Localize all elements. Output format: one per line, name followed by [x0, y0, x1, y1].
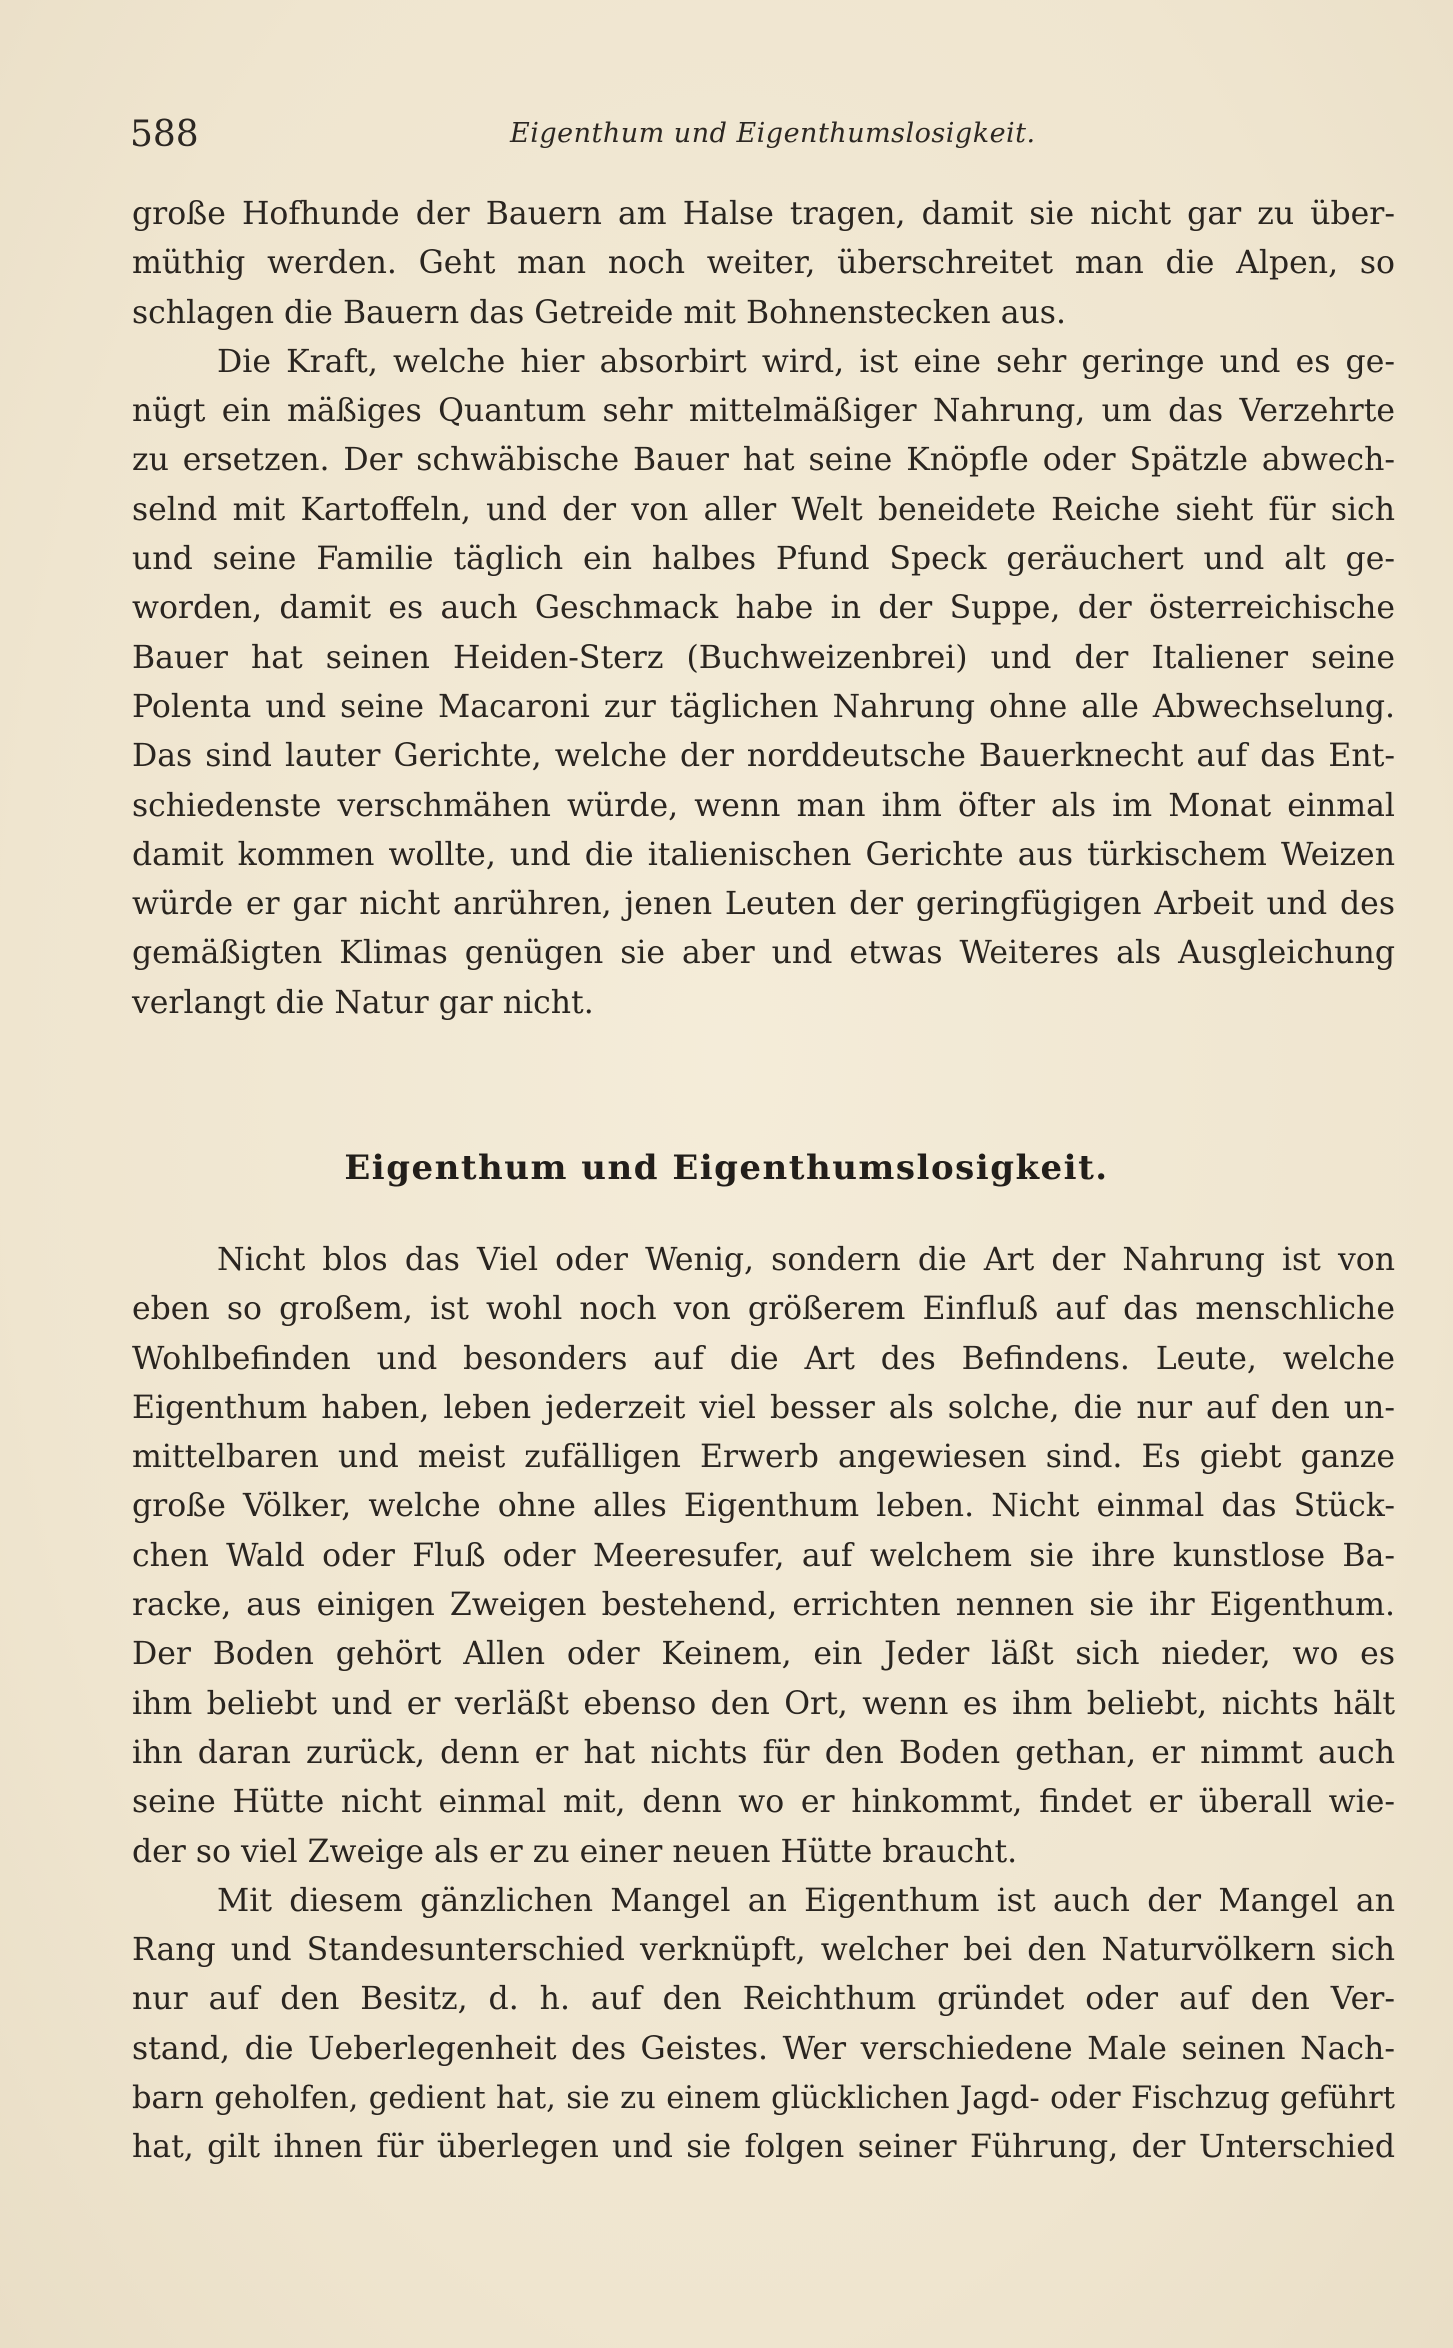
text-line: damit kommen wollte, und die italienischen Gerichte aus türkischem Weizen: [132, 836, 1395, 873]
section-title: Eigenthum und Eigenthumslosigkeit.: [344, 1148, 1109, 1188]
text-line: worden, damit es auch Geschmack habe in der Suppe, der österreichische: [132, 590, 1395, 627]
text-block-section: [132, 1236, 1395, 2173]
text-line: racke, aus einigen Zweigen bestehend, errichten nennen sie ihr Eigenthum.: [132, 1587, 1395, 1624]
text-line: schlagen die Bauern das Getreide mit Bohnenstecken aus.: [132, 294, 1066, 331]
text-line: der so viel Zweige als er zu einer neuen Hütte braucht.: [132, 1833, 1018, 1870]
text-line: würde er gar nicht anrühren, jenen Leuten der geringfügigen Arbeit und des: [132, 886, 1395, 923]
page-header: [130, 108, 1395, 158]
text-line: schiedenste verschmähen würde, wenn man ihm öfter als im Monat einmal: [132, 787, 1395, 824]
text-line: ihm beliebt und er verläßt ebenso den Ort, wenn es ihm beliebt, nichts hält: [132, 1685, 1395, 1722]
running-title: Eigenthum und Eigenthumslosigkeit.: [510, 118, 1036, 149]
text-block-continuation: [132, 190, 1395, 1028]
text-line: nügt ein mäßiges Quantum sehr mittelmäßiger Nahrung, um das Verzehrte: [132, 393, 1395, 430]
text-line: Das sind lauter Gerichte, welche der norddeutsche Bauerknecht auf das Ent-: [132, 738, 1395, 775]
text-line: Nicht blos das Viel oder Wenig, sondern die Art der Nahrung ist von: [217, 1242, 1395, 1278]
text-line: und seine Familie täglich ein halbes Pfund Speck geräuchert und alt ge-: [132, 541, 1395, 578]
text-line: große Hofhunde der Bauern am Halse tragen, damit sie nicht gar zu über-: [132, 196, 1395, 232]
text-line: ihn daran zurück, denn er hat nichts für den Boden gethan, er nimmt auch: [132, 1734, 1395, 1771]
text-line: nur auf den Besitz, d. h. auf den Reichthum gründet oder auf den Ver-: [132, 1981, 1395, 2018]
text-line: mittelbaren und meist zufälligen Erwerb angewiesen sind. Es giebt ganze: [132, 1439, 1395, 1476]
text-line: zu ersetzen. Der schwäbische Bauer hat seine Knöpfle oder Spätzle abwech-: [132, 442, 1395, 479]
text-line: hat, gilt ihnen für überlegen und sie folgen seiner Führung, der Unterschied: [132, 2129, 1395, 2166]
text-line: chen Wald oder Fluß oder Meeresufer, auf welchem sie ihre kunstlose Ba-: [132, 1537, 1395, 1574]
text-line: gemäßigten Klimas genügen sie aber und etwas Weiteres als Ausgleichung: [132, 935, 1395, 972]
text-line: Wohlbefinden und besonders auf die Art des Befindens. Leute, welche: [132, 1340, 1395, 1377]
text-line: Die Kraft, welche hier absorbirt wird, ist eine sehr geringe und es ge-: [217, 343, 1395, 380]
text-line: Rang und Standesunterschied verknüpft, welcher bei den Naturvölkern sich: [132, 1932, 1395, 1969]
text-line: Bauer hat seinen Heiden-Sterz (Buchweizenbrei) und der Italiener seine: [132, 639, 1395, 676]
text-line: eben so großem, ist wohl noch von größerem Einfluß auf das menschliche: [132, 1291, 1395, 1328]
text-line: Der Boden gehört Allen oder Keinem, ein Jeder läßt sich nieder, wo es: [132, 1636, 1395, 1673]
text-line: große Völker, welche ohne alles Eigenthum leben. Nicht einmal das Stück-: [132, 1488, 1395, 1525]
text-line: Polenta und seine Macaroni zur täglichen Nahrung ohne alle Abwechselung.: [132, 688, 1395, 725]
page-number: 588: [130, 114, 199, 155]
text-line: selnd mit Kartoffeln, und der von aller Welt beneidete Reiche sieht für sich: [132, 491, 1395, 528]
text-line: müthig werden. Geht man noch weiter, überschreitet man die Alpen, so: [132, 245, 1395, 282]
text-line: verlangt die Natur gar nicht.: [132, 984, 594, 1021]
text-line: seine Hütte nicht einmal mit, denn wo er hinkommt, findet er überall wie-: [132, 1784, 1395, 1821]
text-line: stand, die Ueberlegenheit des Geistes. Wer verschiedene Male seinen Nach-: [132, 2030, 1395, 2067]
text-line: Mit diesem gänzlichen Mangel an Eigenthum ist auch der Mangel an: [217, 1882, 1395, 1919]
text-line: Eigenthum haben, leben jederzeit viel besser als solche, die nur auf den un-: [132, 1389, 1395, 1426]
text-line: barn geholfen, gedient hat, sie zu einem glücklichen Jagd- oder Fischzug geführt: [132, 2081, 1395, 2117]
